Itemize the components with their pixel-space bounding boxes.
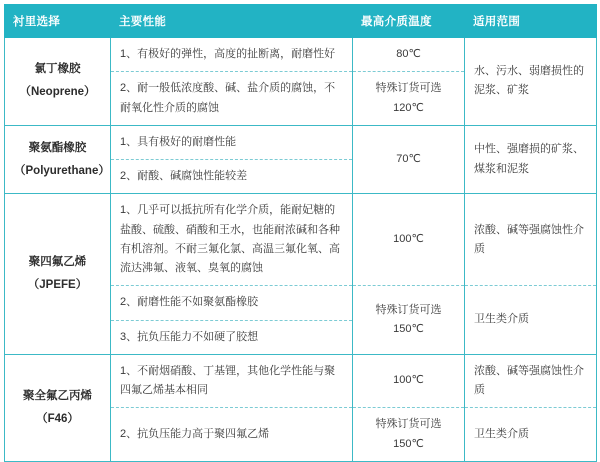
cell-performance: 2、耐酸、碱腐蚀性能较差 bbox=[111, 160, 353, 194]
cell-application-range: 浓酸、碱等强腐蚀性介质 bbox=[465, 194, 597, 286]
cell-performance: 1、具有极好的耐磨性能 bbox=[111, 125, 353, 159]
cell-temperature: 80℃ bbox=[353, 38, 465, 72]
table-header bbox=[5, 5, 597, 38]
material-name-english: （F46） bbox=[36, 412, 79, 425]
cell-application-range: 卫生类介质 bbox=[465, 408, 597, 462]
table-row bbox=[5, 38, 597, 72]
cell-performance: 2、抗负压能力高于聚四氟乙烯 bbox=[111, 408, 353, 462]
column-header-max-temperature: 最高介质温度 bbox=[353, 5, 465, 38]
temperature-value: 150℃ bbox=[393, 323, 424, 335]
column-header-application: 适用范围 bbox=[465, 5, 597, 38]
cell-temperature bbox=[353, 408, 465, 462]
material-name-chinese: 聚氨酯橡胶 bbox=[28, 141, 87, 154]
material-name-english: （JPEFE） bbox=[27, 279, 88, 291]
cell-application-range: 中性、强磨损的矿浆、煤浆和泥浆 bbox=[465, 125, 597, 194]
lining-selection-table bbox=[4, 4, 597, 462]
table-row bbox=[5, 354, 597, 408]
material-name-chinese: 氯丁橡胶 bbox=[34, 63, 81, 76]
cell-performance: 2、耐一般低浓度酸、碱、盐介质的腐蚀，不耐氧化性介质的腐蚀 bbox=[111, 72, 353, 126]
cell-temperature: 100℃ bbox=[353, 194, 465, 286]
cell-material-name bbox=[5, 354, 111, 461]
cell-temperature bbox=[353, 72, 465, 126]
temperature-note: 特殊订货可选 bbox=[375, 82, 442, 95]
cell-temperature bbox=[353, 286, 465, 355]
table-body bbox=[5, 38, 597, 462]
material-name-english: （Polyurethane） bbox=[14, 164, 110, 177]
temperature-note: 特殊订货可选 bbox=[375, 303, 442, 316]
table-row bbox=[5, 125, 597, 159]
material-name-chinese: 聚全氟乙丙烯 bbox=[23, 389, 92, 402]
temperature-note: 特殊订货可选 bbox=[375, 418, 442, 431]
cell-material-name bbox=[5, 125, 111, 194]
cell-temperature: 70℃ bbox=[353, 125, 465, 194]
table-row bbox=[5, 194, 597, 286]
cell-temperature: 100℃ bbox=[353, 354, 465, 408]
cell-performance: 1、不耐烟硝酸、丁基锂，其他化学性能与聚四氟乙烯基本相同 bbox=[111, 354, 353, 408]
material-name-chinese: 聚四氟乙烯 bbox=[28, 256, 87, 268]
material-name-english: （Neoprene） bbox=[19, 86, 96, 99]
cell-application-range: 卫生类介质 bbox=[465, 286, 597, 355]
table-header-row bbox=[5, 5, 597, 38]
cell-material-name bbox=[5, 38, 111, 126]
temperature-value: 120℃ bbox=[393, 101, 424, 114]
cell-performance: 1、几乎可以抵抗所有化学介质，能耐妃糖的盐酸、硫酸、硝酸和王水，也能耐浓碱和各种有机溶剂。不耐三氟化氯、高温三氟化氧、高流达沸氟、液氧、臭氧的腐蚀 bbox=[111, 194, 353, 286]
cell-performance: 1、有极好的弹性，高度的扯断离，耐磨性好 bbox=[111, 38, 353, 72]
cell-material-name bbox=[5, 194, 111, 355]
cell-performance: 2、耐磨性能不如聚氨酯橡胶 bbox=[111, 286, 353, 320]
column-header-lining: 衬里选择 bbox=[5, 5, 111, 38]
column-header-performance: 主要性能 bbox=[111, 5, 353, 38]
cell-application-range: 浓酸、碱等强腐蚀性介质 bbox=[465, 354, 597, 408]
cell-application-range: 水、污水、弱磨损性的泥浆、矿浆 bbox=[465, 38, 597, 126]
cell-performance: 3、抗负压能力不如硬了胶想 bbox=[111, 320, 353, 354]
temperature-value: 150℃ bbox=[393, 437, 424, 450]
